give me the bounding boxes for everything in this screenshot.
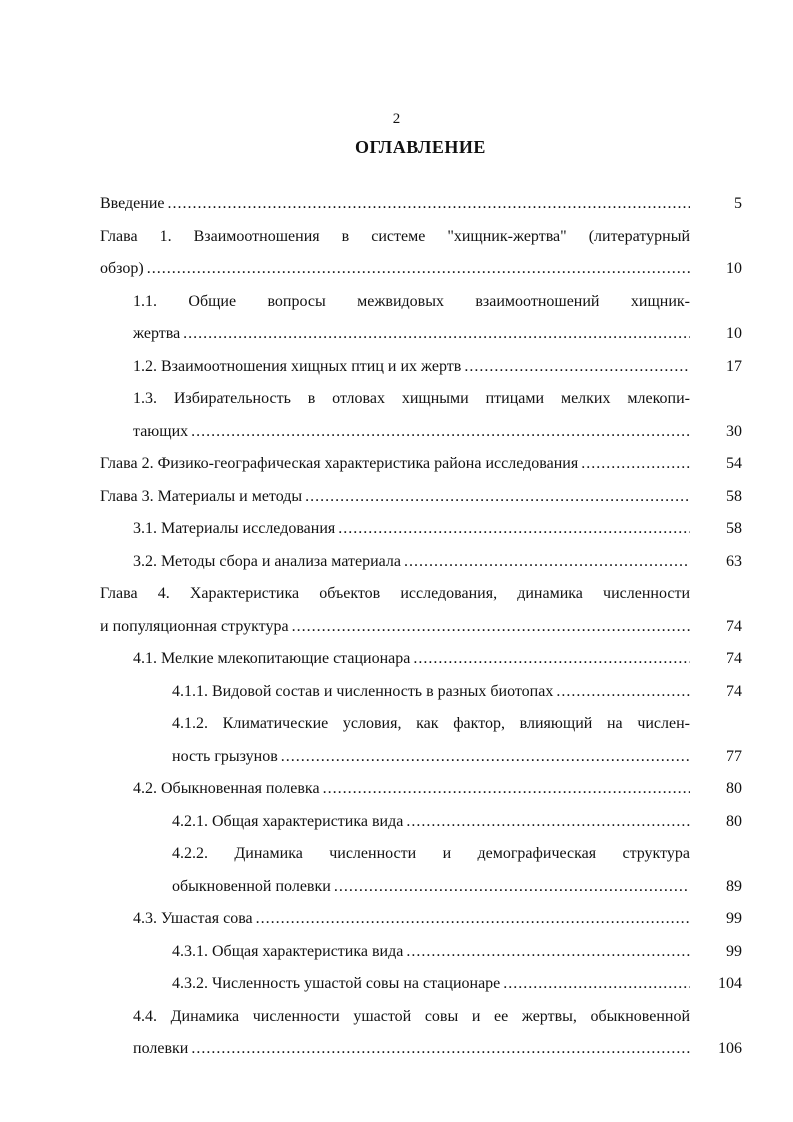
toc-entry-leader-line <box>172 741 742 774</box>
toc-entry-leader-line <box>133 1033 742 1066</box>
toc-entry <box>100 578 742 643</box>
dot-leader <box>404 546 690 579</box>
toc-entry-leader-line <box>133 773 742 806</box>
toc-page-number: 74 <box>726 617 742 635</box>
toc-entry-title: Глава 3. Материалы и методы <box>100 487 303 505</box>
dot-leader <box>406 936 690 969</box>
toc-page-number: 99 <box>726 910 742 927</box>
toc-entry-title: 4.3. Ушастая сова <box>133 910 253 927</box>
toc-entry-leader-line <box>100 448 742 481</box>
toc-entry <box>100 448 742 481</box>
toc-entry <box>100 383 742 448</box>
toc-entry-title: 4.2.1. Общая характеристика вида <box>172 812 404 830</box>
toc-entry-text-line <box>172 838 742 871</box>
toc-entry-title: обыкновенной полевки <box>172 877 331 895</box>
toc-entry-leader-line <box>100 611 742 644</box>
toc-page-number: 10 <box>726 260 742 277</box>
toc-entry <box>100 708 742 773</box>
toc-page-number: 99 <box>726 942 742 960</box>
dot-leader <box>503 968 690 1001</box>
toc-entry <box>100 221 742 286</box>
toc-page-number: 10 <box>726 325 742 342</box>
page-number: 2 <box>392 111 401 127</box>
toc-entry-title: Глава 2. Физико-географическая характеристика района исследования <box>100 455 579 472</box>
toc-entry-leader-line <box>172 871 742 904</box>
toc-entry <box>100 643 742 676</box>
dot-leader <box>338 513 690 546</box>
dot-leader <box>413 643 690 676</box>
toc-entry-title: 3.1. Материалы исследования <box>133 520 336 537</box>
dot-leader <box>147 253 690 286</box>
toc-page-number: 63 <box>726 552 742 570</box>
dot-leader <box>256 903 690 936</box>
toc-entry-leader-line <box>133 416 742 449</box>
toc-entry-leader-line <box>100 188 742 221</box>
toc-entry-title: 1.1. Общие вопросы межвидовых взаимоотношений хищник- <box>133 292 690 310</box>
toc-entry-text-line <box>172 708 742 741</box>
toc-entry-leader-line <box>133 351 742 384</box>
toc-entry-leader-line <box>133 546 742 579</box>
dot-leader <box>406 806 690 839</box>
dot-leader <box>464 351 690 384</box>
toc-entry <box>100 806 742 839</box>
toc-entry-text-line <box>100 221 742 254</box>
toc-entry-title: обзор) <box>100 260 144 277</box>
toc-page-number: 17 <box>726 357 742 375</box>
toc-entry-title: Глава 4. Характеристика объектов исследования, динамика численности <box>100 585 690 602</box>
toc-entry <box>100 1001 742 1066</box>
toc-entry-text-line <box>133 1001 742 1034</box>
toc-entry-title: полевки <box>133 1040 189 1057</box>
toc-entry-leader-line <box>172 806 742 839</box>
dot-leader <box>191 416 690 449</box>
toc-entry-title: 4.1.2. Климатические условия, как фактор, влияющий на числен- <box>172 715 690 732</box>
toc-entry-leader-line <box>133 318 742 351</box>
dot-leader <box>334 871 690 904</box>
dot-leader <box>581 448 690 481</box>
toc-entry <box>100 286 742 351</box>
toc-entry-title: 4.2. Обыкновенная полевка <box>133 780 320 797</box>
toc-page-number: 77 <box>726 747 742 765</box>
toc-entry <box>100 838 742 903</box>
toc-entry-title: Введение <box>100 195 165 212</box>
toc-entry <box>100 773 742 806</box>
toc-entry-leader-line <box>172 968 742 1001</box>
toc-entry <box>100 936 742 969</box>
toc-entry-leader-line <box>172 676 742 709</box>
toc-page-number: 89 <box>726 877 742 895</box>
toc-entry-leader-line <box>100 253 742 286</box>
dot-leader <box>556 676 690 709</box>
toc-page-number: 54 <box>726 455 742 472</box>
table-of-contents <box>100 188 742 1066</box>
dot-leader <box>281 741 690 774</box>
toc-page-number: 30 <box>726 422 742 440</box>
toc-entry <box>100 188 742 221</box>
toc-entry <box>100 351 742 384</box>
toc-entry <box>100 481 742 514</box>
toc-page-number: 80 <box>726 780 742 797</box>
toc-entry-title: 1.3. Избирательность в отловах хищными птицами мелких млекопи- <box>133 390 690 407</box>
page-title: ОГЛАВЛЕНИЕ <box>355 137 486 157</box>
toc-entry-title: ность грызунов <box>172 747 278 765</box>
dot-leader <box>305 481 690 514</box>
toc-entry-title: 4.2.2. Динамика численности и демографическая структура <box>172 845 690 862</box>
toc-page-number: 74 <box>726 650 742 667</box>
toc-entry-title: 4.1. Мелкие млекопитающие стационара <box>133 650 411 667</box>
toc-entry-leader-line <box>133 903 742 936</box>
toc-page-number: 74 <box>726 682 742 700</box>
dot-leader <box>168 188 691 221</box>
toc-entry-leader-line <box>133 643 742 676</box>
toc-entry-text-line <box>100 578 742 611</box>
toc-entry-leader-line <box>100 481 742 514</box>
toc-page-number: 5 <box>734 195 742 212</box>
dot-leader <box>292 611 690 644</box>
toc-entry-title: 4.4. Динамика численности ушастой совы и ее жертвы, обыкновенной <box>133 1007 690 1025</box>
toc-entry-title: 1.2. Взаимоотношения хищных птиц и их жертв <box>133 357 462 375</box>
toc-entry <box>100 968 742 1001</box>
toc-entry-leader-line <box>172 936 742 969</box>
toc-entry-title: 3.2. Методы сбора и анализа материала <box>133 552 401 570</box>
toc-entry-title: 4.3.1. Общая характеристика вида <box>172 942 404 960</box>
dot-leader <box>191 1033 690 1066</box>
toc-entry-leader-line <box>133 513 742 546</box>
toc-page-number: 58 <box>726 487 742 505</box>
toc-entry-title: тающих <box>133 422 189 440</box>
dot-leader <box>323 773 690 806</box>
toc-entry-title: жертва <box>133 325 181 342</box>
toc-page-number: 104 <box>718 975 742 992</box>
toc-entry-title: и популяционная структура <box>100 617 289 635</box>
toc-page-number: 106 <box>718 1040 742 1057</box>
dot-leader <box>183 318 690 351</box>
toc-entry-text-line <box>133 286 742 319</box>
toc-page-number: 58 <box>726 520 742 537</box>
toc-entry <box>100 546 742 579</box>
toc-entry-title: Глава 1. Взаимоотношения в системе "хищник-жертва" (литературный <box>100 227 690 245</box>
toc-entry-text-line <box>133 383 742 416</box>
toc-entry-title: 4.3.2. Численность ушастой совы на стационаре <box>172 975 501 992</box>
toc-entry <box>100 676 742 709</box>
toc-page-number: 80 <box>726 812 742 830</box>
toc-entry <box>100 903 742 936</box>
toc-entry <box>100 513 742 546</box>
toc-entry-title: 4.1.1. Видовой состав и численность в разных биотопах <box>172 682 554 700</box>
